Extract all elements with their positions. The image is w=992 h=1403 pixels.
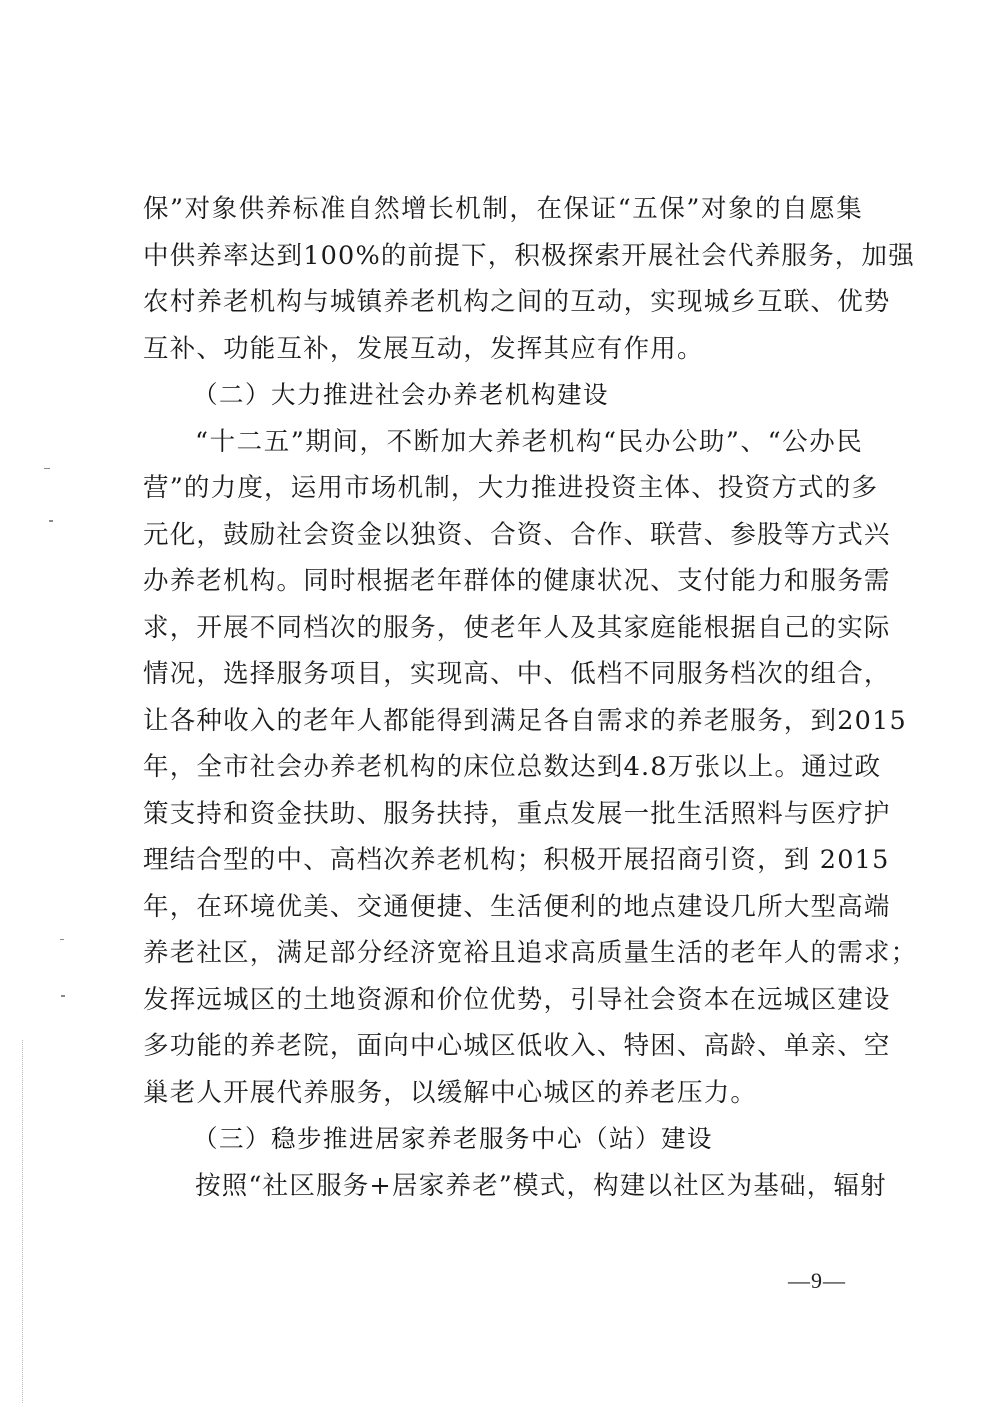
document-page	[143, 186, 918, 1209]
margin-mark	[60, 939, 64, 940]
text-line: 互补、功能互补，发展互动，发挥其应有作用。	[143, 333, 704, 364]
page-number: —9—	[788, 1268, 846, 1293]
text-line: 养老社区，满足部分经济宽裕且追求高质量生活的老年人的需求；	[143, 938, 918, 968]
text-line: 巢老人开展代养服务，以缓解中心城区的养老压力。	[143, 1077, 758, 1108]
section-heading: （三）稳步推进居家养老服务中心（站）建设	[193, 1124, 713, 1153]
text-line: 办养老机构。同时根据老年群体的健康状况、支付能力和服务需	[143, 566, 891, 596]
text-line: 年，在环境优美、交通便捷、生活便利的地点建设几所大型高端	[143, 891, 891, 922]
text-line: 发挥远城区的土地资源和价位优势，引导社会资本在远城区建设	[143, 984, 891, 1015]
text-line: 理结合型的中、高档次养老机构；积极开展招商引资，到 2015	[143, 845, 890, 875]
text-line: 营”的力度，运用市场机制，大力推进投资主体、投资方式的多	[143, 473, 879, 503]
text-line: 求，开展不同档次的服务，使老年人及其家庭能根据自己的实际	[143, 612, 891, 643]
text-line: 保”对象供养标准自然增长机制，在保证“五保”对象的自愿集	[143, 194, 863, 224]
text-line: 农村养老机构与城镇养老机构之间的互动，实现城乡互联、优势	[143, 287, 891, 317]
text-line: 策支持和资金扶助、服务扶持，重点发展一批生活照料与医疗护	[143, 798, 891, 829]
text-line: 年，全市社会办养老机构的床位总数达到4.8万张以上。通过政	[143, 752, 882, 782]
text-line: 情况，选择服务项目，实现高、中、低档不同服务档次的组合，	[143, 659, 891, 689]
text-line: 元化，鼓励社会资金以独资、合资、合作、联营、参股等方式兴	[143, 519, 891, 550]
paragraph-first-line: 按照“社区服务+居家养老”模式，构建以社区为基础，辐射	[195, 1170, 887, 1201]
text-line: 让各种收入的老年人都能得到满足各自需求的养老服务，到2015	[143, 705, 907, 736]
section-heading: （二）大力推进社会办养老机构建设	[193, 380, 609, 409]
text-line: 多功能的养老院，面向中心城区低收入、特困、高龄、单亲、空	[143, 1031, 891, 1061]
paragraph-first-line: “十二五”期间，不断加大养老机构“民办公助”、“公办民	[195, 426, 863, 457]
margin-mark	[49, 520, 53, 522]
margin-mark	[44, 468, 50, 469]
text-line: 中供养率达到100%的前提下，积极探索开展社会代养服务，加强	[143, 240, 915, 271]
scan-edge-line	[22, 1040, 23, 1403]
margin-mark	[61, 995, 65, 997]
